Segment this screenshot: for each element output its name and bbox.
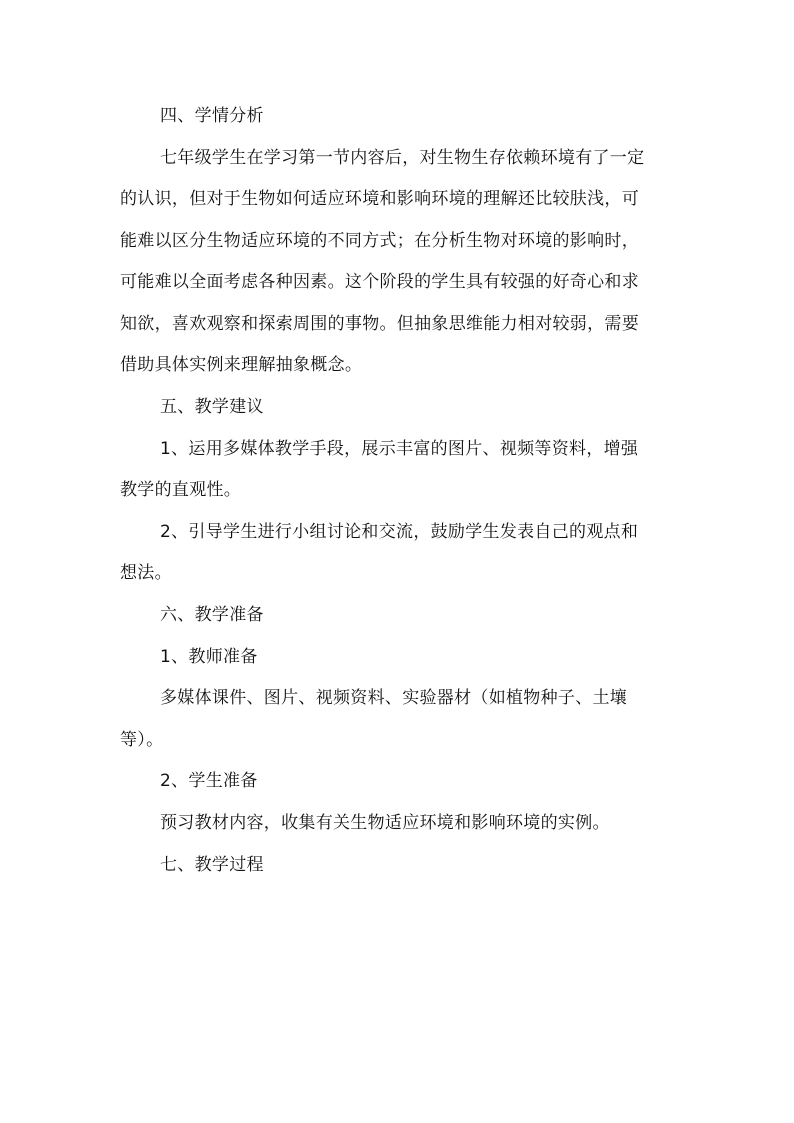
paragraph-line: 七年级学生在学习第一节内容后，对生物生存依赖环境有了一定 xyxy=(160,148,645,168)
paragraph-line: 可能难以全面考虑各种因素。这个阶段的学生具有较强的好奇心和求 xyxy=(120,272,639,292)
section-heading-learning-analysis: 四、学情分析 xyxy=(160,106,264,126)
subheading-student-preparation: 2、学生准备 xyxy=(160,771,258,791)
subheading-teacher-preparation: 1、教师准备 xyxy=(160,647,258,667)
section-heading-teaching-process: 七、教学过程 xyxy=(160,855,264,875)
paragraph-line: 知欲，喜欢观察和探索周围的事物。但抽象思维能力相对较弱，需要 xyxy=(120,314,639,334)
list-item-line: 教学的直观性。 xyxy=(120,480,242,500)
paragraph-line: 等）。 xyxy=(120,730,164,750)
section-heading-teaching-preparation: 六、教学准备 xyxy=(160,605,264,625)
paragraph-line: 能难以区分生物适应环境的不同方式；在分析生物对环境的影响时， xyxy=(120,231,639,251)
paragraph-line: 借助具体实例来理解抽象概念。 xyxy=(120,355,363,375)
paragraph-line: 的认识，但对于生物如何适应环境和影响环境的理解还比较肤浅，可 xyxy=(120,189,639,209)
paragraph-line: 预习教材内容，收集有关生物适应环境和影响环境的实例。 xyxy=(160,813,610,833)
section-heading-teaching-suggestions: 五、教学建议 xyxy=(160,397,264,417)
list-item-line: 想法。 xyxy=(120,563,172,583)
list-item-line: 2、引导学生进行小组讨论和交流，鼓励学生发表自己的观点和 xyxy=(160,522,639,542)
paragraph-line: 多媒体课件、图片、视频资料、实验器材（如植物种子、土壤 xyxy=(160,688,628,708)
list-item-line: 1、运用多媒体教学手段，展示丰富的图片、视频等资料，增强 xyxy=(160,439,639,459)
